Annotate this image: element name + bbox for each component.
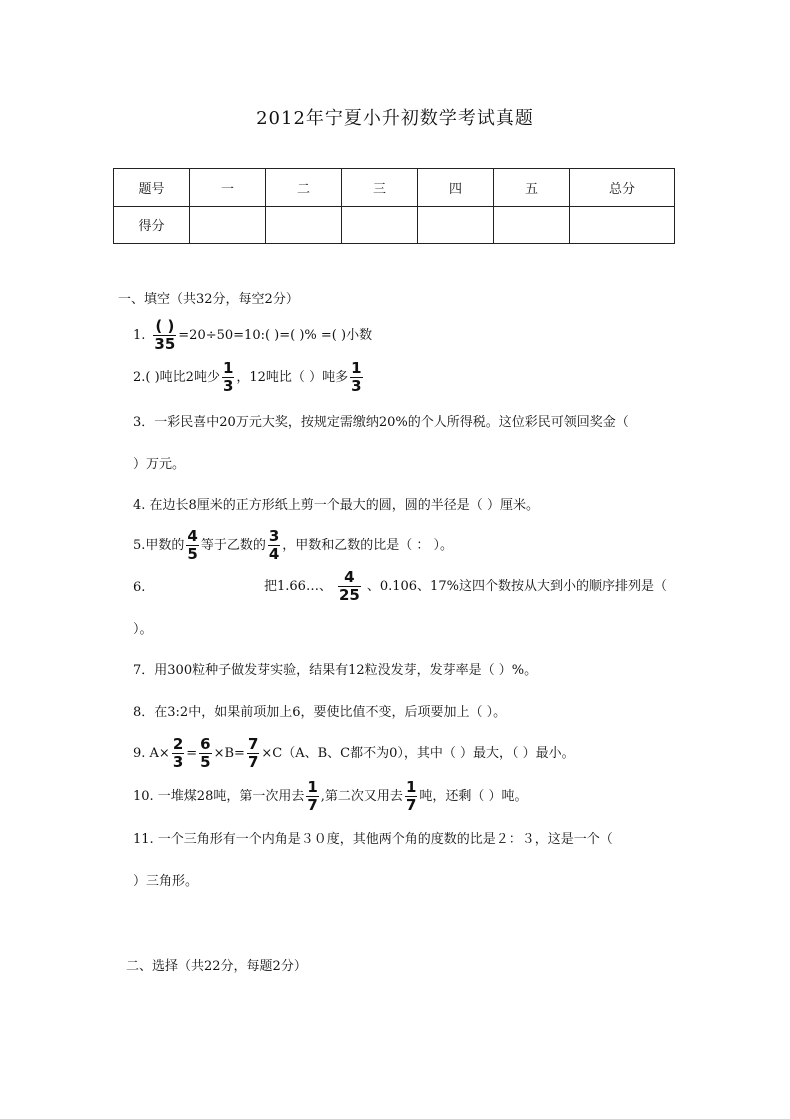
fraction-numerator: 1 bbox=[222, 359, 234, 377]
score-table-header-row bbox=[114, 169, 675, 207]
fraction bbox=[268, 528, 280, 563]
score-cell[interactable] bbox=[190, 206, 266, 244]
fraction-numerator: 1 bbox=[307, 778, 318, 796]
question-text: 把1.66…、 bbox=[264, 578, 332, 594]
question-10 bbox=[133, 779, 528, 814]
question-text: 、0.106、17%这四个数按从大到小的顺序排列是（ bbox=[366, 578, 667, 594]
question-11-line1: 11. 一个三角形有一个内角是３０度，其他两个角的度数的比是２：３，这是一个（ bbox=[133, 832, 613, 847]
score-header-cell: 三 bbox=[342, 169, 418, 207]
score-header-cell: 一 bbox=[190, 169, 266, 207]
fraction bbox=[153, 318, 176, 353]
score-header-cell: 五 bbox=[494, 169, 570, 207]
fraction-denominator: 25 bbox=[338, 586, 360, 604]
score-cell[interactable] bbox=[266, 206, 342, 244]
fraction-denominator: 3 bbox=[172, 753, 184, 771]
question-1 bbox=[133, 318, 372, 353]
question-9 bbox=[133, 736, 575, 771]
fraction bbox=[306, 779, 318, 814]
fraction-denominator: 7 bbox=[247, 753, 259, 771]
fraction-numerator: ( ) bbox=[155, 317, 175, 335]
fraction-numerator: 1 bbox=[351, 359, 362, 377]
question-text: 2.( )吨比2吨少 bbox=[133, 369, 220, 385]
score-header-cell: 总分 bbox=[570, 169, 675, 207]
section2-heading: 二、选择（共22分，每题2分） bbox=[126, 959, 307, 974]
page-title: 2012年宁夏小升初数学考试真题 bbox=[256, 108, 534, 129]
score-header-cell: 题号 bbox=[114, 169, 190, 207]
question-text: ，甲数和乙数的比是（ ： ）。 bbox=[282, 537, 454, 553]
question-3-line2: ）万元。 bbox=[133, 457, 186, 472]
question-5 bbox=[133, 528, 453, 563]
score-cell[interactable] bbox=[494, 206, 570, 244]
score-cell[interactable] bbox=[342, 206, 418, 244]
fraction bbox=[247, 736, 259, 771]
question-7: 7．用300粒种子做发芽实验，结果有12粒没发芽，发芽率是（ ）%。 bbox=[133, 663, 538, 678]
question-text: 10. 一堆煤28吨，第一次用去 bbox=[133, 788, 305, 804]
fraction bbox=[338, 569, 361, 604]
question-6-number: 6. bbox=[133, 580, 146, 595]
fraction-numerator: 4 bbox=[344, 568, 355, 586]
question-text: =20÷50=10:( )=( )% =( )小数 bbox=[178, 327, 373, 343]
question-6-line2: ）。 bbox=[133, 622, 153, 637]
score-header-cell: 四 bbox=[418, 169, 494, 207]
question-text: 等于乙数的 bbox=[200, 537, 266, 553]
question-text: ×B= bbox=[213, 745, 245, 761]
fraction-denominator: 5 bbox=[200, 753, 211, 771]
fraction-numerator: 4 bbox=[187, 527, 198, 545]
question-text: ,第二次又用去 bbox=[320, 788, 403, 804]
fraction bbox=[186, 528, 198, 563]
question-2 bbox=[133, 360, 365, 395]
fraction-denominator: 5 bbox=[187, 545, 198, 563]
fraction-denominator: 3 bbox=[351, 377, 362, 395]
fraction-numerator: 7 bbox=[247, 735, 259, 753]
fraction-denominator: 7 bbox=[307, 796, 318, 814]
fraction bbox=[199, 736, 211, 771]
score-cell[interactable] bbox=[418, 206, 494, 244]
fraction-denominator: 7 bbox=[405, 796, 417, 814]
question-4: 4. 在边长8厘米的正方形纸上剪一个最大的圆，圆的半径是（ ）厘米。 bbox=[133, 498, 539, 513]
question-text: 9. A× bbox=[133, 745, 170, 761]
fraction-denominator: 4 bbox=[268, 545, 280, 563]
fraction bbox=[350, 360, 362, 395]
score-header-cell: 二 bbox=[266, 169, 342, 207]
score-row-label: 得分 bbox=[114, 206, 190, 244]
fraction-numerator: 3 bbox=[268, 527, 280, 545]
question-text: ×C（A、B、C都不为0），其中（ ）最大，（ ）最小。 bbox=[261, 745, 575, 761]
fraction bbox=[405, 779, 417, 814]
question-text: 吨，还剩（ ）吨。 bbox=[419, 788, 528, 804]
question-8: 8．在3:2中，如果前项加上6，要使比值不变，后项要加上（ ）。 bbox=[133, 705, 507, 720]
question-6 bbox=[264, 569, 667, 604]
fraction-numerator: 1 bbox=[405, 778, 417, 796]
fraction-numerator: 2 bbox=[172, 735, 184, 753]
score-cell[interactable] bbox=[570, 206, 675, 244]
section1-heading: 一、填空（共32分，每空2分） bbox=[118, 292, 299, 307]
question-number: 1. bbox=[133, 327, 146, 343]
question-text: = bbox=[186, 745, 198, 761]
question-11-line2: ）三角形。 bbox=[133, 874, 199, 889]
fraction bbox=[172, 736, 184, 771]
question-text: ，12吨比（ ）吨多 bbox=[236, 369, 349, 385]
fraction-denominator: 35 bbox=[154, 335, 176, 353]
question-3-line1: 3．一彩民喜中20万元大奖，按规定需缴纳20%的个人所得税。这位彩民可领回奖金（ bbox=[133, 415, 629, 430]
fraction-denominator: 3 bbox=[222, 377, 234, 395]
fraction-numerator: 6 bbox=[200, 735, 211, 753]
fraction bbox=[222, 360, 234, 395]
score-table bbox=[113, 168, 675, 244]
question-text: 5.甲数的 bbox=[133, 537, 185, 553]
score-table-row bbox=[114, 206, 675, 244]
